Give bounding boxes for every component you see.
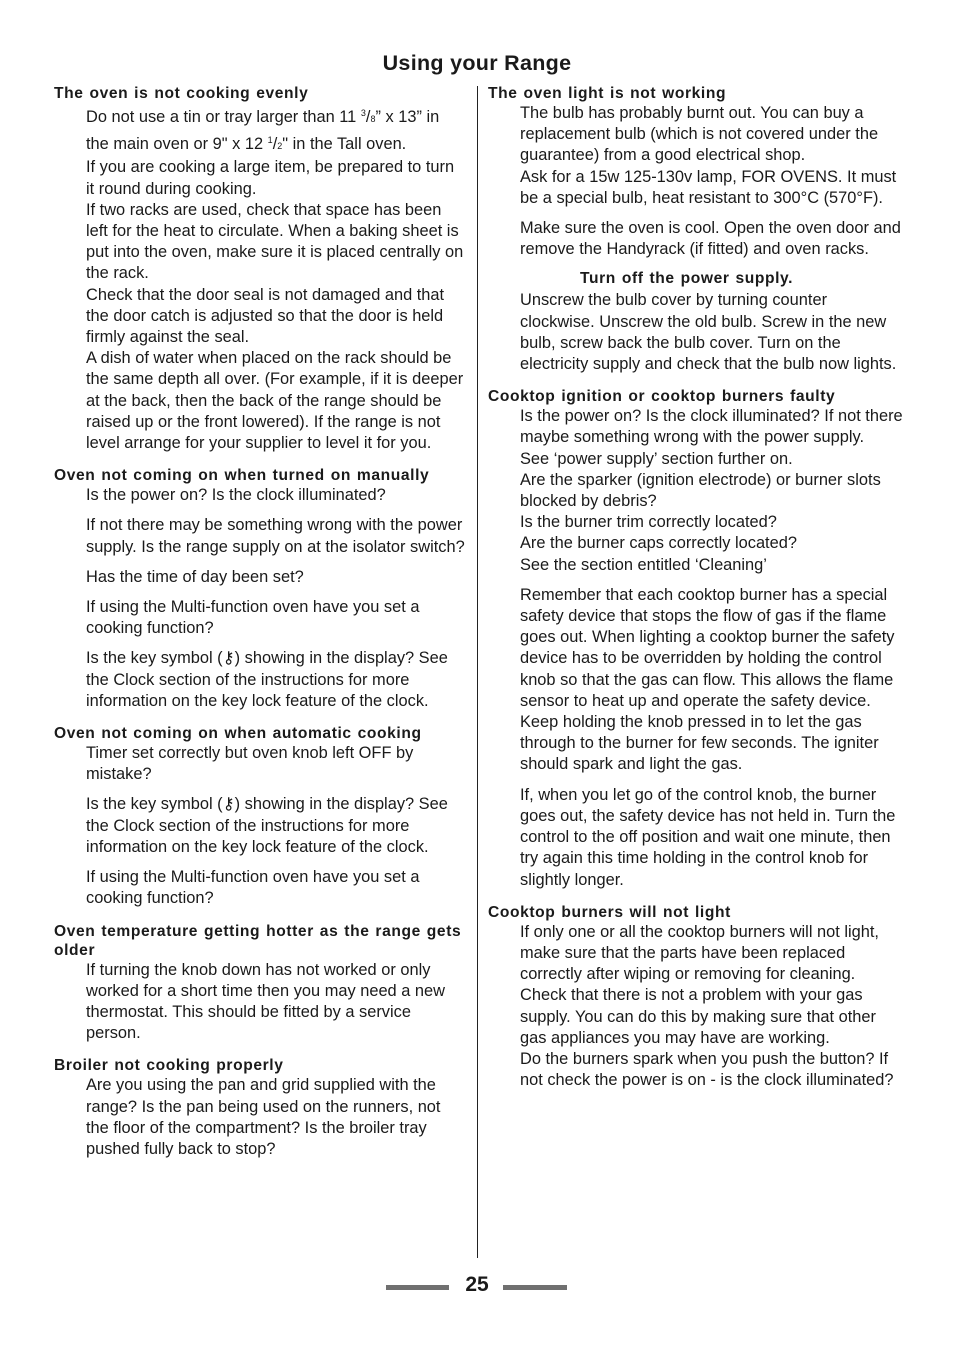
footer-rule-left — [386, 1285, 449, 1290]
section-oven-light-not-working — [488, 84, 904, 375]
paragraph: If only one or all the cooktop burners will not light, make sure that the parts have been replaced correctly after wiping or removing for cleaning. — [520, 922, 879, 984]
page-number: 25 — [465, 1273, 489, 1296]
section-cooktop-ignition-faulty — [488, 387, 904, 890]
paragraph: If using the Multi-function oven have you set a cooking function? — [86, 868, 420, 908]
section-heading: Cooktop ignition or cooktop burners faulty — [488, 388, 836, 406]
paragraph: Remember that each cooktop burner has a special safety device that stops the flow of gas if the flame goes out. When lighting a cooktop burner the safety device has to be overridden by holding the control knob so that the gas can flow. This allows the flame sensor to heat up and operate the safety device. Keep holding the knob pressed in to let the gas through to the burner for few seconds. The igniter should spark and light the gas. — [520, 585, 895, 774]
paragraph: Timer set correctly but oven knob left OFF by mistake? — [86, 744, 414, 784]
section-heading: Oven not coming on when turned on manually — [54, 467, 430, 485]
paragraph: If not there may be something wrong with the power supply. Is the range supply on at the isolator switch? — [86, 516, 465, 556]
left-column — [54, 84, 466, 1169]
section-broiler-not-cooking — [54, 1056, 466, 1160]
section-heading: Oven not coming on when automatic cooking — [54, 725, 422, 743]
paragraph: See the section entitled ‘Cleaning’ — [520, 555, 767, 574]
paragraph: Are you using the pan and grid supplied with the range? Is the pan being used on the runners, not the floor of the compartment? Is the broiler tray pushed fully back to stop? — [86, 1076, 441, 1158]
section-heading: Broiler not cooking properly — [54, 1057, 284, 1075]
paragraph: If using the Multi-function oven have you set a cooking function? — [86, 598, 420, 638]
fraction-numerator: 1 — [267, 135, 273, 146]
paragraph: Do not use a tin or tray larger than 11 $^3$/8” x 13” in the main oven or 9" x 12 $^1$/2" in the Tall oven. — [86, 108, 440, 154]
paragraph: Has the time of day been set? — [86, 567, 304, 586]
fraction-denominator: 2 — [277, 141, 283, 152]
section-heading: The oven light is not working — [488, 85, 727, 102]
paragraph: Do the burners spark when you push the button? If not check the power is on - is the clock illuminated? — [520, 1049, 894, 1090]
paragraph: Is the key symbol (⚷) showing in the display? See the Clock section of the instructions for more information on the key lock feature of the clock. — [86, 795, 448, 856]
paragraph: Is the power on? Is the clock illuminated? If not there maybe something wrong with the power supply. — [520, 407, 903, 447]
paragraph: Make sure the oven is cool. Open the oven door and remove the Handyrack (if fitted) and oven racks. — [520, 219, 901, 259]
page-title: Using your Range — [382, 51, 572, 75]
paragraph: Are the burner caps correctly located? — [520, 534, 797, 553]
paragraph: Unscrew the bulb cover by turning counter clockwise. Unscrew the old bulb. Screw in the new bulb, screw back the bulb cover. Turn on the electricity supply and check that the bulb now lights. — [520, 291, 897, 374]
paragraph: If turning the knob down has not worked or only worked for a short time then you may need a new thermostat. This should be fitted by a service person. — [86, 960, 445, 1043]
footer-rule-right — [503, 1285, 567, 1290]
paragraph: If two racks are used, check that space has been left for the heat to circulate. When a baking sheet is put into the oven, make sure it is placed centrally on the rack. — [86, 200, 464, 283]
paragraph: The bulb has probably burnt out. You can buy a replacement bulb (which is not covered under the guarantee) from a good electrical shop. — [520, 104, 879, 165]
page-footer — [0, 1272, 954, 1302]
paragraph: Check that there is not a problem with your gas supply. You can do this by making sure that other gas appliances you may have are working. — [520, 986, 876, 1047]
right-column — [488, 84, 904, 1100]
section-cooktop-burners-will-not-light — [488, 903, 904, 1092]
paragraph: If you are cooking a large item, be prepared to turn it round during cooking. — [86, 158, 455, 198]
section-oven-not-cooking-evenly — [54, 84, 466, 454]
section-oven-not-coming-on-automatic — [54, 724, 466, 909]
section-oven-temperature-hotter — [54, 922, 466, 1045]
paragraph: Ask for a 15w 125-130v lamp, FOR OVENS. It must be a special bulb, heat resistant to 300°C (570°F). — [520, 167, 897, 207]
text-fragment: Do not use a tin or tray larger than 11 — [86, 108, 361, 126]
paragraph: See ‘power supply’ section further on. — [520, 449, 793, 468]
paragraph: Is the power on? Is the clock illuminated? — [86, 486, 386, 505]
column-divider — [477, 86, 478, 1258]
paragraph: If, when you let go of the control knob, the burner goes out, the safety device has not held in. Turn the control to the off position and wait one minute, then try again this time holding in the control knob for slightly longer. — [520, 785, 896, 889]
section-heading: Cooktop burners will not light — [488, 903, 731, 921]
section-heading: The oven is not cooking evenly — [54, 85, 309, 102]
section-oven-not-coming-on-manually — [54, 466, 466, 712]
paragraph: Are the sparker (ignition electrode) or burner slots blocked by debris? — [520, 470, 881, 511]
text-fragment: ” x 13” in the main oven or 9" x 12 — [86, 108, 440, 154]
paragraph: Is the key symbol (⚷) showing in the display? See the Clock section of the instructions for more information on the key lock feature of the clock. — [86, 649, 448, 710]
text-fragment: " in the Tall oven. — [282, 135, 407, 154]
section-heading: Oven temperature getting hotter as the range gets older — [54, 922, 462, 959]
paragraph: A dish of water when placed on the rack should be the same depth all over. (For example, if it is deeper at the back, then the back of the range should be raised up or the front lowered). If the range is not level arrange for your supplier to level it for you. — [86, 349, 464, 453]
paragraph: Is the burner trim correctly located? — [520, 513, 777, 532]
power-warning-heading: Turn off the power supply. — [580, 270, 794, 288]
fraction-numerator: 3 — [360, 108, 366, 118]
paragraph: Check that the door seal is not damaged and that the door catch is adjusted so that the door is held firmly against the seal. — [86, 285, 445, 347]
fraction-denominator: 8 — [370, 114, 376, 124]
